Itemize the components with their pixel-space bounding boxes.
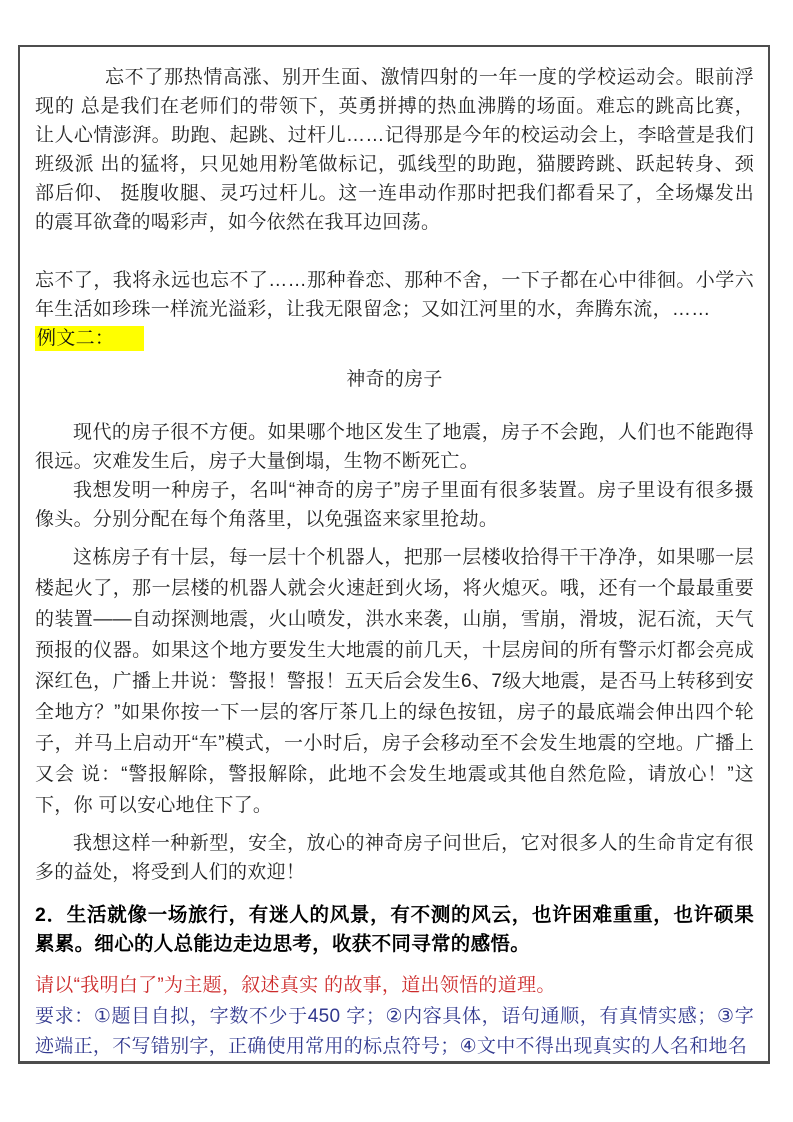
requirements-navy: 要求：①题目自拟，字数不少于450 字；②内容具体，语句通顺，有真情实感；③字迹端正，不写错别字，正确使用常用的标点符号；④文中不得出现真实的人名和地名 bbox=[35, 1006, 754, 1057]
essay-title: 神奇的房子 bbox=[346, 369, 443, 390]
paragraph-farewell: 忘不了，我将永远也忘不了……那种眷恋、那种不舍，一下子都在心中徘徊。小学六年生活如珍珠一样流光溢彩，让我无限留念；又如江河里的水，奔腾东流，…… bbox=[35, 270, 754, 320]
paragraph-invention-intro: 我想发明一种房子，名叫“神奇的房子”房子里面有很多装置。房子里设有很多摄 像头。分别分配在每个角落里，以免强盗来家里抢劫。 bbox=[35, 480, 754, 530]
topic-instruction-red: 请以“我明白了”为主题，叙述真实 的故事，道出领悟的道理。 bbox=[35, 975, 556, 996]
example-label-highlight: 例文二： bbox=[35, 326, 144, 351]
document-border-frame bbox=[18, 45, 770, 1064]
example-label-row bbox=[35, 324, 754, 353]
paragraph-house-features: 这栋房子有十层，每一层十个机器人，把那一层楼收拾得干干净净，如果哪一层楼起火了，那一层楼的机器人就会火速赶到火场，将火熄灭。哦，还有一个最最重要的装置——自动探测地震，火山喷发，洪水来袭，山崩，雪崩，滑坡，泥石流，天气预报的仪器。如果这个地方要发生大地震的前几天，十层房间的所有警示灯都会亮成深红色，广播上井说：警报！警报！五天后会发生6、7级大地震，是否马上转移到安全地方？”如果你按一下一层的客厅茶几上的绿色按钮，房子的最底端会伸出四个轮子，并马上启动开“车”模式，一小时后，房子会移动至不会发生地震的空地。广播上又会 说：“警报解除，警报解除，此地不会发生地震或其他自然危险，请放心！”这下，你 可以安心地住下了。 bbox=[35, 547, 754, 816]
paragraph-sports-meet: 忘不了那热情高涨、别开生面、激情四射的一年一度的学校运动会。眼前浮现的 总是我们在老师们的带领下，英勇拼搏的热血沸腾的场面。难忘的跳高比赛，让人心情澎湃。助跑、起跳、过杆儿……记得那是今年的校运动会上，李晗萱是我们班级派 出的猛将，只见她用粉笔做标记，弧线型的助跑，猫腰跨跳、跃起转身、颈部后仰、 挺腹收腿、灵巧过杆儿。这一连串动作那时把我们都看呆了，全场爆发出的震耳欲聋的喝彩声，如今依然在我耳边回荡。 bbox=[35, 67, 754, 233]
paragraph-conclusion: 我想这样一种新型，安全，放心的神奇房子问世后，它对很多人的生命肯定有很多的益处，将受到人们的欢迎！ bbox=[35, 833, 754, 883]
prompt-question-2: 2．生活就像一场旅行，有迷人的风景，有不测的风云，也许困难重重，也许硕果累累。细心的人总能边走边思考，收获不同寻常的感悟。 bbox=[35, 904, 754, 955]
paragraph-modern-house-problem: 现代的房子很不方便。如果哪个地区发生了地震，房子不会跑，人们也不能跑得很远。灾难发生后，房子大量倒塌，生物不断死亡。 bbox=[35, 422, 754, 472]
